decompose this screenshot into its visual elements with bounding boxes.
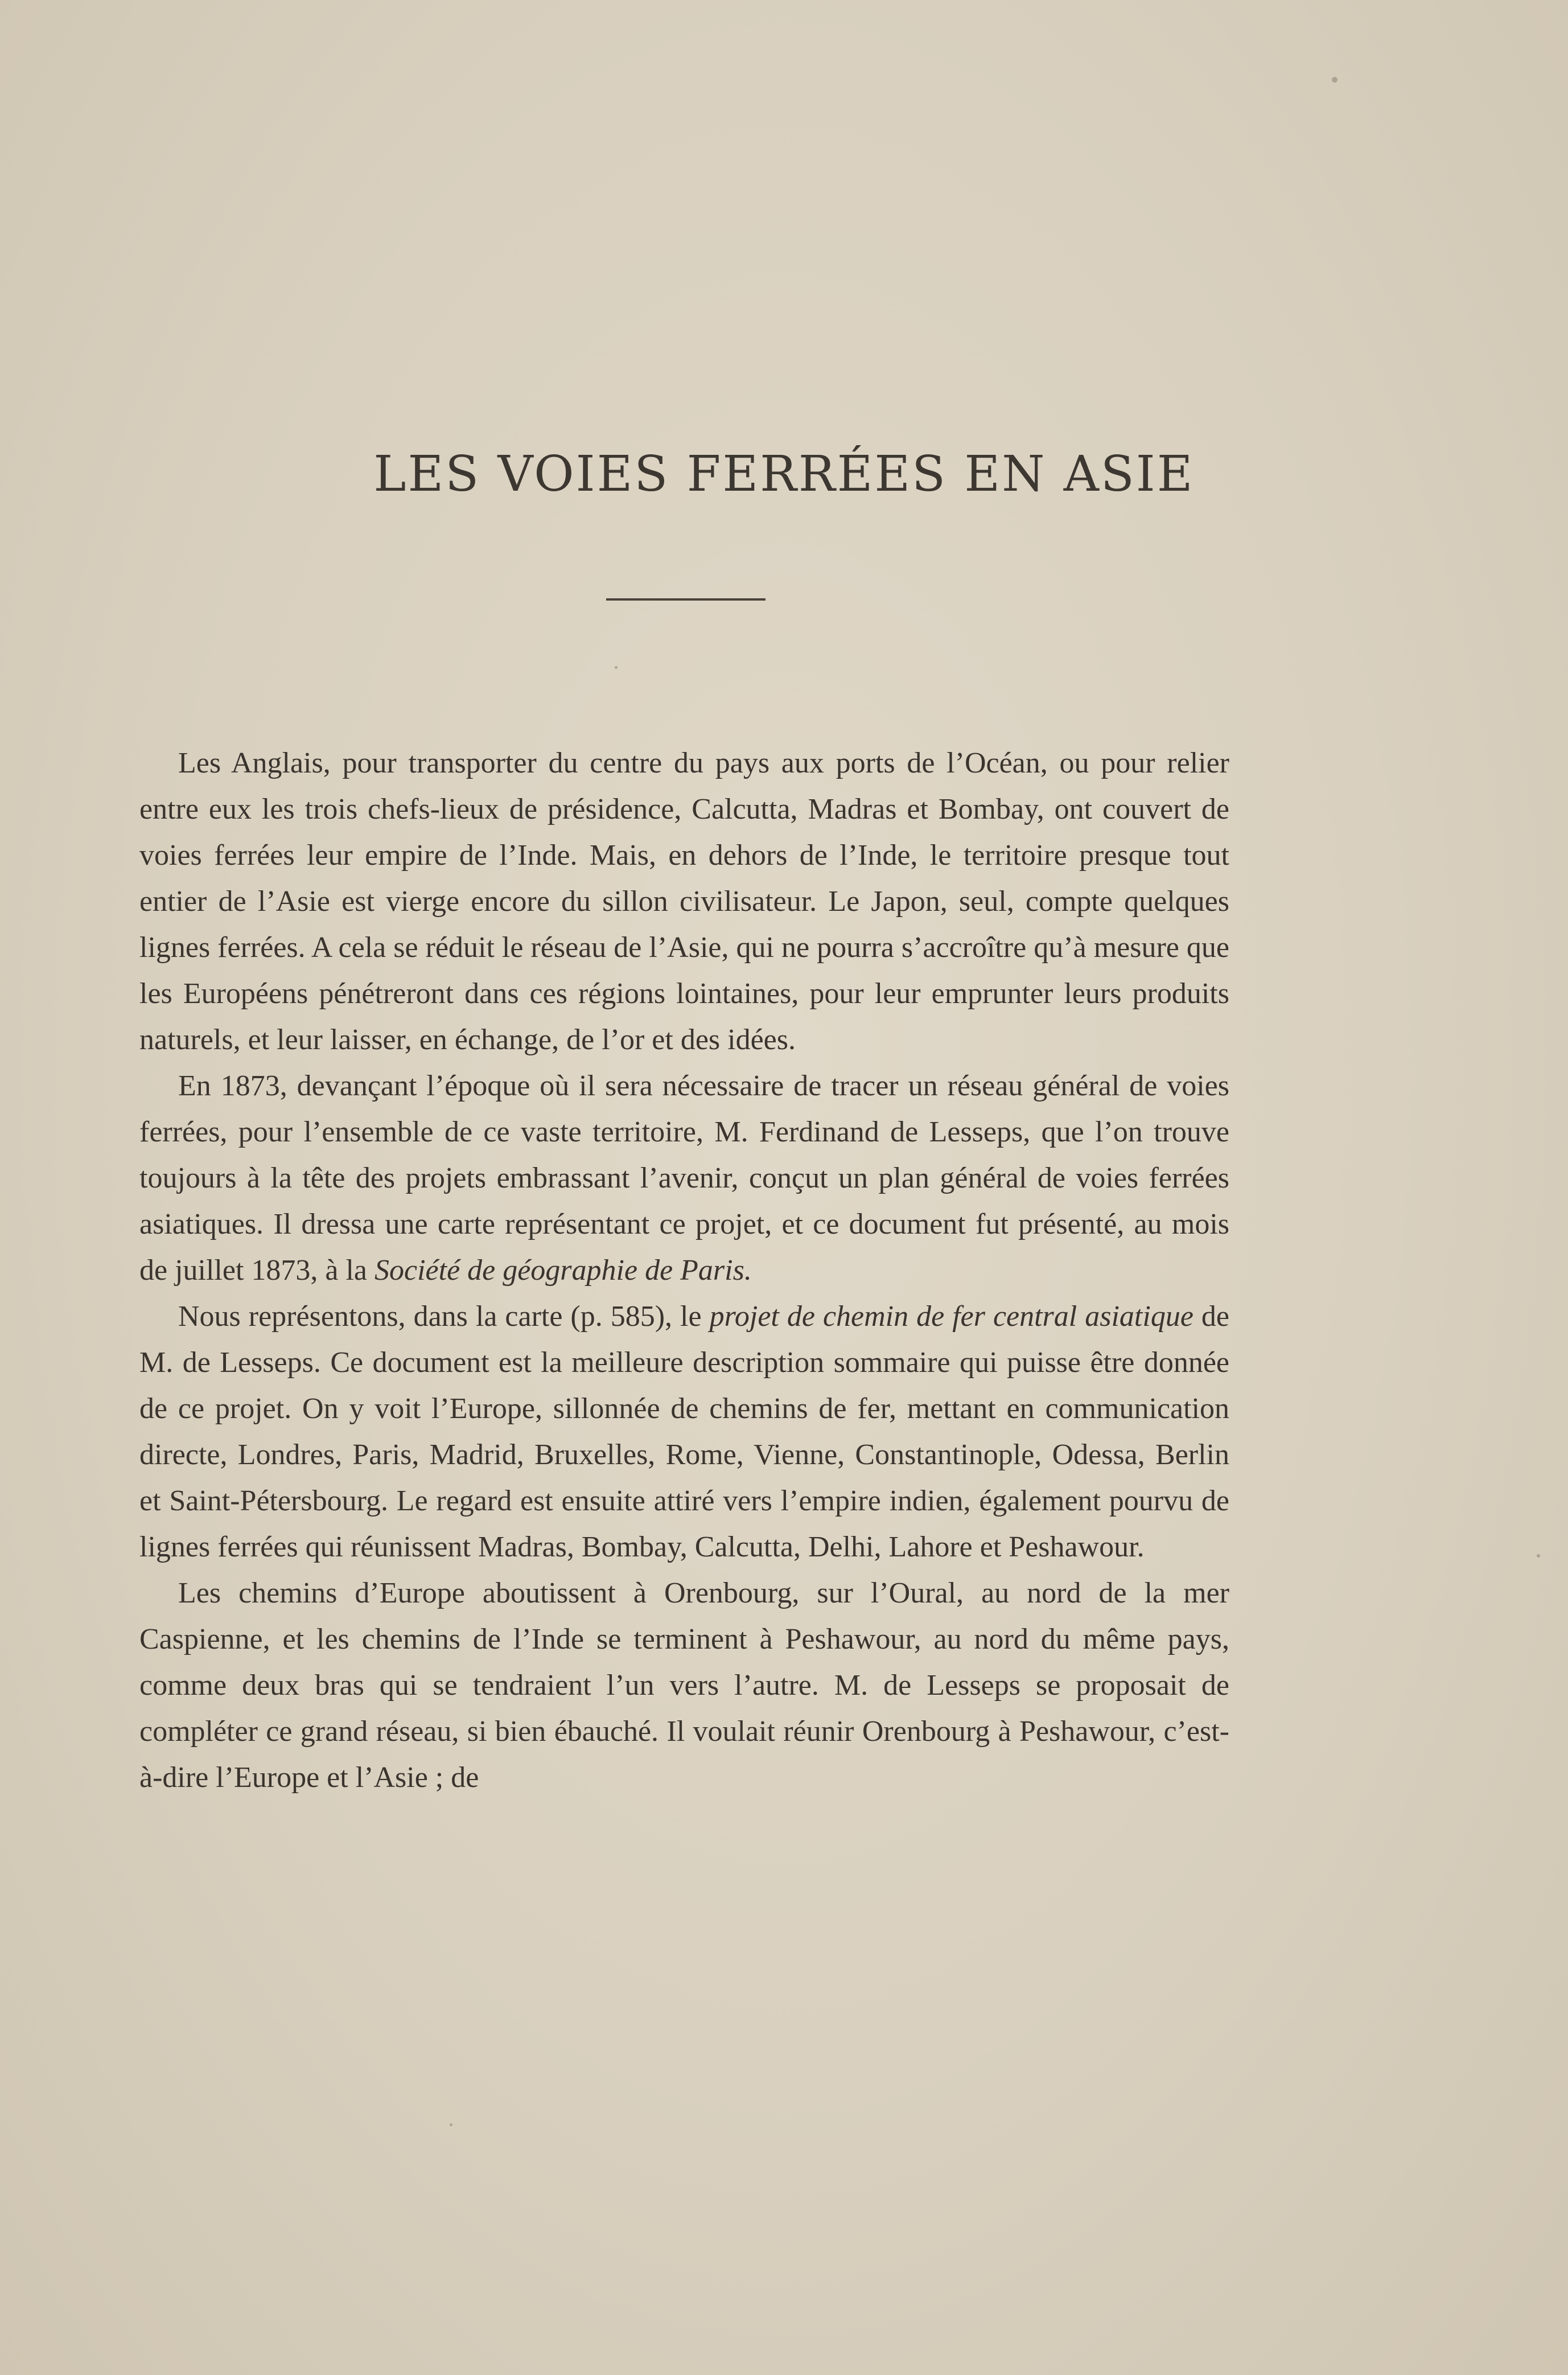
paragraph-3 — [139, 1293, 1229, 1570]
paper-speck — [615, 666, 618, 669]
paragraph-4 — [139, 1570, 1229, 1801]
paragraph-3-text-start: Nous représentons, dans la carte (p. 585), le — [178, 1300, 710, 1333]
paragraph-2 — [139, 1063, 1229, 1293]
paragraph-3-text-end: de M. de Lesseps. Ce document est la meilleure description sommaire qui puisse être donnée de ce projet. On y voit l’Europe, sillonnée de chemins de fer, mettant en communication directe, Londres, Paris, Madrid, Bruxelles, Rome, Vienne, Constantinople, Odessa, Berlin et Saint-Pétersbourg. Le regard est ensuite attiré vers l’empire indien, également pourvu de lignes ferrées qui réunissent Madras, Bombay, Calcutta, Delhi, Lahore et Peshawour. — [139, 1300, 1229, 1563]
paper-speck — [450, 2123, 452, 2126]
paragraph-1 — [139, 740, 1229, 1063]
paragraph-2-text: En 1873, devançant l’époque où il sera nécessaire de tracer un réseau général de voies ferrées, pour l’ensemble de ce vaste territoire, M. Ferdinand de Lesseps, que l’on trouve toujours à la tête des projets embrassant l’avenir, conçut un plan général de voies ferrées asiatiques. Il dressa une carte représentant ce projet, et ce document fut présenté, au mois de juillet 1873, à la — [139, 1070, 1229, 1287]
title-divider-rule — [606, 598, 766, 601]
body-text — [139, 740, 1229, 1801]
paragraph-1-text: Les Anglais, pour transporter du centre du pays aux ports de l’Océan, ou pour relier entre eux les trois chefs-lieux de présidence, Calcutta, Madras et Bombay, ont couvert de voies ferrées leur empire de l’Inde. Mais, en dehors de l’Inde, le territoire presque tout entier de l’Asie est vierge encore du sillon civilisateur. Le Japon, seul, compte quelques lignes ferrées. A cela se réduit le réseau de l’Asie, qui ne pourra s’accroître qu’à mesure que les Européens pénétreront dans ces régions lointaines, pour leur emprunter leurs produits naturels, et leur laisser, en échange, de l’or et des idées. — [139, 747, 1229, 1056]
paragraph-4-text: Les chemins d’Europe aboutissent à Orenbourg, sur l’Oural, au nord de la mer Caspienne, et les chemins de l’Inde se terminent à Peshawour, au nord du même pays, comme deux bras qui se tendraient l’un vers l’autre. M. de Lesseps se proposait de compléter ce grand réseau, si bien ébauché. Il voulait réunir Orenbourg à Peshawour, c’est-à-dire l’Europe et l’Asie ; de — [139, 1577, 1229, 1794]
paper-speck — [1332, 77, 1337, 83]
paragraph-2-italic-society-name: Société de géographie de Paris. — [374, 1254, 752, 1287]
paper-speck — [1537, 1554, 1540, 1558]
paragraph-3-italic-project-name: projet de chemin de fer central asiatique — [709, 1300, 1194, 1333]
chapter-title: LES VOIES FERRÉES EN ASIE — [373, 446, 1195, 503]
